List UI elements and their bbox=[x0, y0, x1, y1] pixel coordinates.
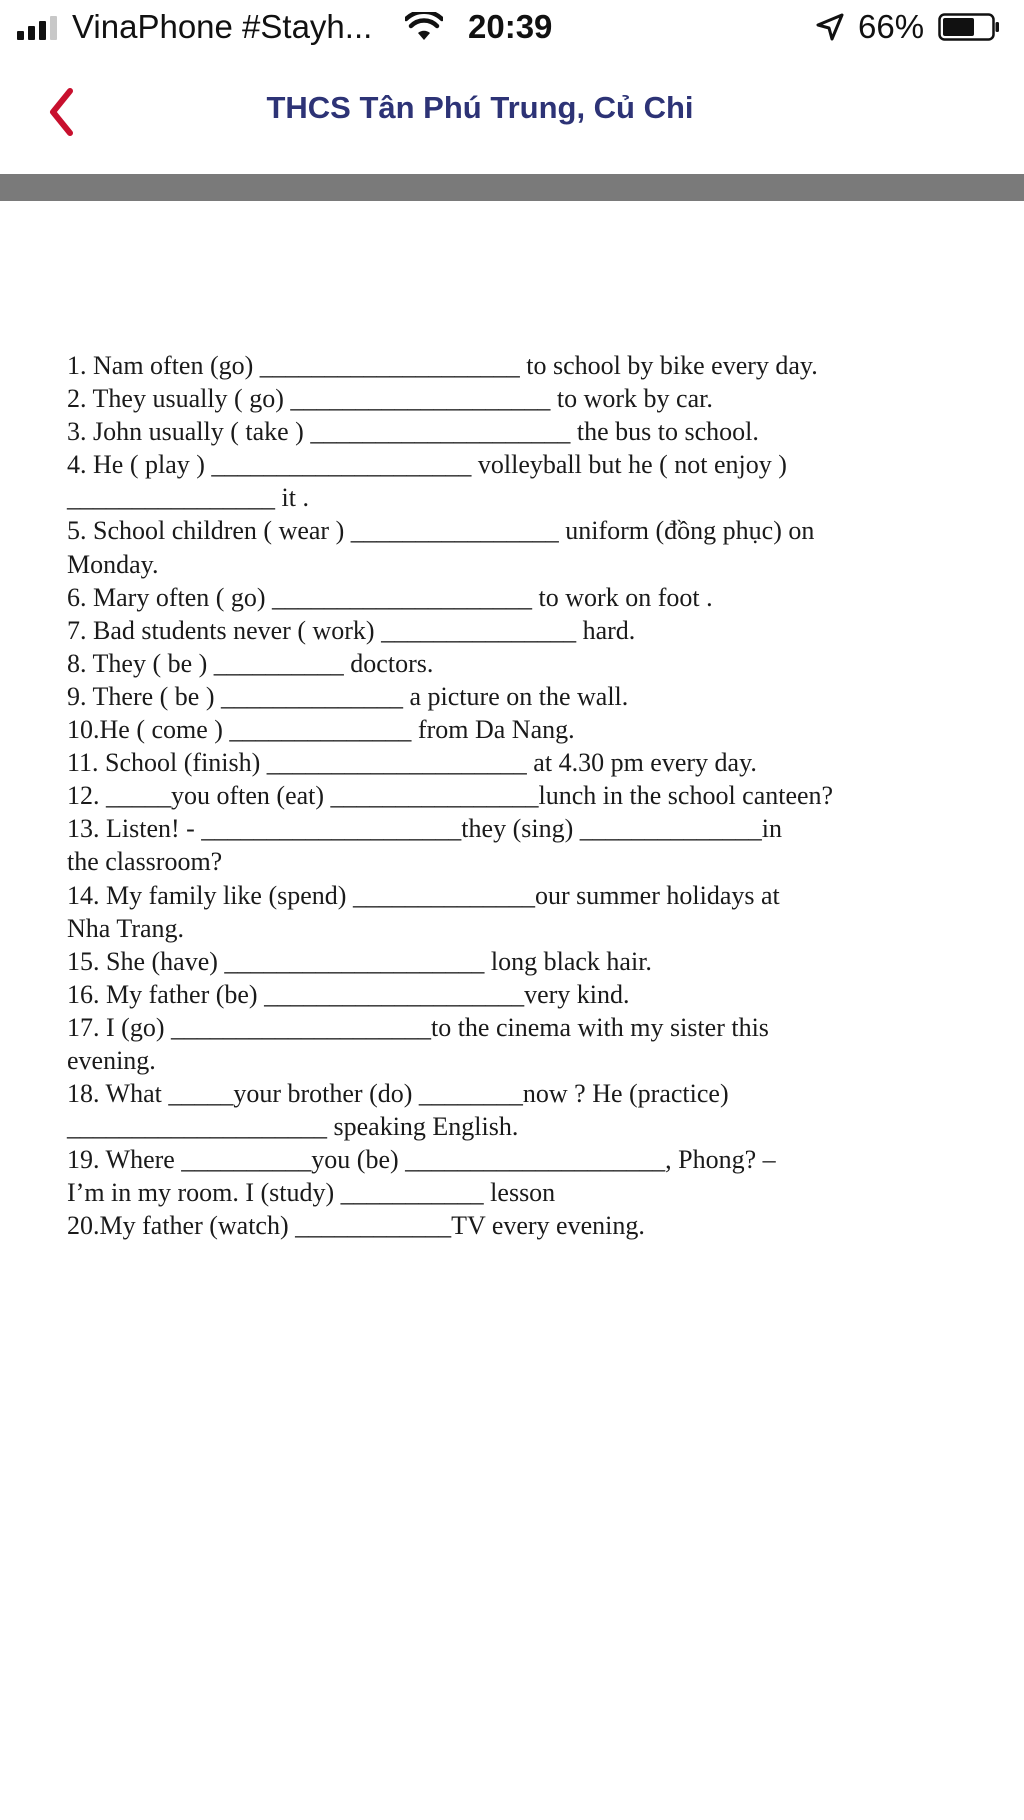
exercise-line: 4. He ( play ) ____________________ volleyball but he ( not enjoy ) bbox=[67, 450, 787, 480]
exercise-line: 9. There ( be ) ______________ a picture on the wall. bbox=[67, 681, 629, 711]
exercise-line: 1. Nam often (go) ____________________ to school by bike every day. bbox=[67, 351, 818, 380]
battery-icon bbox=[938, 13, 1000, 41]
exercise-line: 7. Bad students never ( work) _______________ hard. bbox=[67, 615, 636, 645]
exercise-line: 11. School (finish) ____________________ at 4.30 pm every day. bbox=[67, 748, 757, 778]
exercise-line: Nha Trang. bbox=[67, 913, 185, 943]
exercise-line: 2. They usually ( go) ____________________ to work by car. bbox=[67, 384, 713, 414]
exercise-line: 16. My father (be) ____________________very kind. bbox=[67, 979, 630, 1009]
signal-icon bbox=[17, 16, 57, 40]
exercise-line: 8. They ( be ) __________ doctors. bbox=[67, 648, 434, 678]
exercise-line: 12. _____you often (eat) ________________lunch in the school canteen? bbox=[67, 781, 834, 811]
location-arrow-icon bbox=[815, 12, 845, 42]
header-divider bbox=[0, 174, 1024, 201]
exercise-list bbox=[67, 349, 967, 1243]
exercise-line: 19. Where __________you (be) ____________________, Phong? – bbox=[67, 1145, 776, 1175]
exercise-line: 13. Listen! - ____________________they (sing) ______________in bbox=[67, 814, 782, 844]
exercise-line: 20.My father (watch) ____________TV every evening. bbox=[67, 1211, 645, 1241]
exercise-line: ________________ it . bbox=[67, 483, 309, 513]
exercise-line: Monday. bbox=[67, 549, 159, 579]
wifi-icon bbox=[405, 12, 443, 42]
exercise-line: I’m in my room. I (study) ___________ lesson bbox=[67, 1178, 556, 1208]
exercise-line: ____________________ speaking English. bbox=[67, 1112, 519, 1142]
exercise-line: 3. John usually ( take ) ____________________ the bus to school. bbox=[67, 417, 759, 447]
exercise-line: 17. I (go) ____________________to the cinema with my sister this bbox=[67, 1012, 769, 1042]
exercise-line: 14. My family like (spend) ______________our summer holidays at bbox=[67, 880, 780, 910]
exercise-line: the classroom? bbox=[67, 847, 223, 877]
exercise-line: evening. bbox=[67, 1045, 156, 1075]
carrier-name: VinaPhone #Stayh... bbox=[72, 8, 373, 45]
document-viewer[interactable] bbox=[0, 201, 1024, 1820]
navigation-bar bbox=[0, 56, 1024, 174]
exercise-line: 6. Mary often ( go) ____________________ to work on foot . bbox=[67, 582, 713, 612]
page-title: THCS Tân Phú Trung, Củ Chi bbox=[266, 90, 694, 125]
exercise-line: 18. What _____your brother (do) ________now ? He (practice) bbox=[67, 1079, 729, 1109]
exercise-line: 10.He ( come ) ______________ from Da Nang. bbox=[67, 715, 575, 745]
exercise-line: 5. School children ( wear ) ________________ uniform (đồng phục) on bbox=[67, 516, 815, 546]
exercise-line: 15. She (have) ____________________ long black hair. bbox=[67, 946, 652, 976]
status-bar bbox=[0, 0, 1024, 56]
battery-percentage: 66% bbox=[858, 8, 925, 45]
status-time: 20:39 bbox=[468, 8, 553, 45]
